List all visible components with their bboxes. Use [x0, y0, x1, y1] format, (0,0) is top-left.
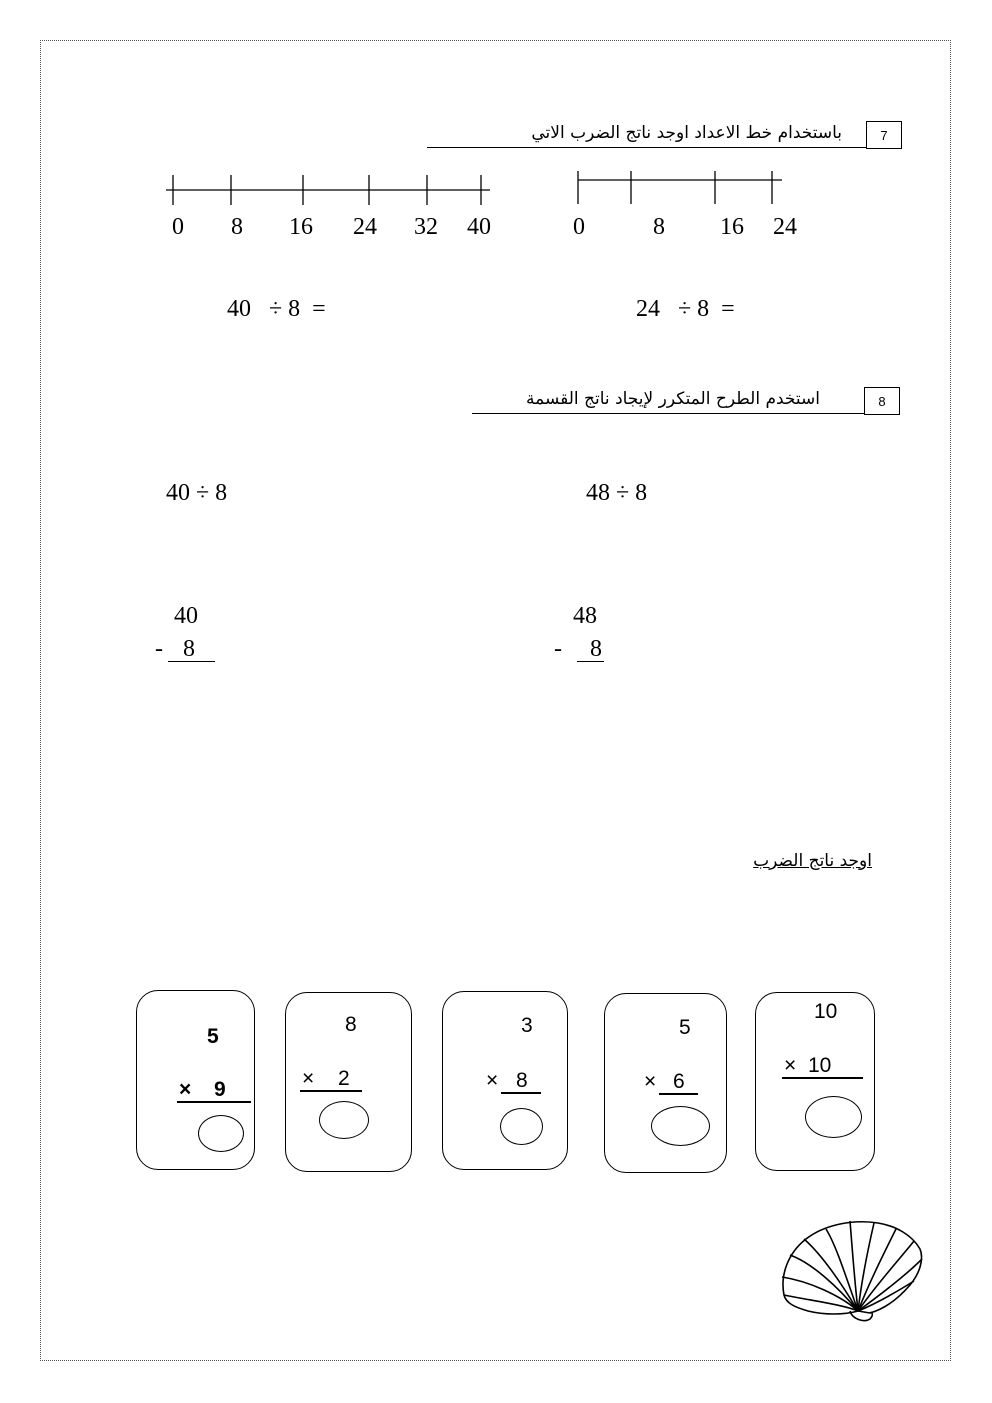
subtraction-left-top: 40: [174, 603, 198, 629]
subtraction-left-line: [168, 661, 215, 662]
question-7-number: 7: [866, 121, 902, 149]
question-8-number: 8: [864, 387, 900, 415]
question-8-instruction: استخدم الطرح المتكرر لإيجاد ناتج القسمة: [526, 389, 820, 409]
card-line: [782, 1077, 863, 1079]
seashell-icon: [774, 1215, 926, 1327]
nl-left-label: 32: [414, 214, 438, 240]
number-line-left: [160, 170, 500, 210]
card-line: [300, 1090, 362, 1092]
card-line: [177, 1101, 251, 1103]
subtraction-right-top: 48: [573, 603, 597, 629]
nl-left-label: 8: [231, 214, 243, 240]
card-bottom: 9: [214, 1078, 226, 1101]
multiply-sign: ×: [486, 1069, 499, 1092]
subtraction-left-sign: -: [155, 636, 163, 662]
answer-oval[interactable]: [500, 1108, 543, 1145]
card-top: 5: [207, 1025, 219, 1048]
nl-right-label: 24: [773, 214, 797, 240]
nl-right-label: 8: [653, 214, 665, 240]
card-top: 10: [814, 1000, 838, 1023]
card-line: [501, 1092, 541, 1094]
card-top: 8: [345, 1013, 357, 1036]
number-line-right: [570, 170, 790, 210]
card-bottom: 8: [516, 1069, 528, 1092]
subtraction-right-line: [577, 661, 604, 662]
division-left: 40 ÷ 8: [166, 480, 228, 506]
product-card: [136, 990, 255, 1170]
card-bottom: 6: [673, 1070, 685, 1093]
multiply-sign: ×: [644, 1070, 657, 1093]
product-card: [604, 993, 727, 1173]
product-card: [285, 992, 412, 1172]
answer-oval[interactable]: [198, 1115, 244, 1152]
question-8-underline: [472, 413, 865, 414]
multiply-sign: ×: [302, 1067, 315, 1090]
division-right: 48 ÷ 8: [586, 480, 648, 506]
nl-right-label: 16: [720, 214, 744, 240]
question-7-underline: [427, 147, 867, 148]
card-bottom: 2: [338, 1067, 350, 1090]
card-line: [659, 1093, 698, 1095]
answer-oval[interactable]: [651, 1106, 710, 1146]
nl-left-label: 16: [289, 214, 313, 240]
nl-left-label: 40: [467, 214, 491, 240]
equation-right: 24 ÷ 8 =: [636, 296, 735, 322]
answer-oval[interactable]: [805, 1096, 862, 1138]
products-title: اوجد ناتج الضرب: [753, 851, 872, 871]
multiply-sign: ×: [179, 1078, 192, 1101]
subtraction-right-sub: 8: [590, 636, 602, 662]
product-card: [755, 992, 875, 1171]
subtraction-right-sign: -: [554, 636, 562, 662]
subtraction-left-sub: 8: [183, 636, 195, 662]
multiply-sign: ×: [784, 1054, 797, 1077]
nl-left-label: 0: [172, 214, 184, 240]
card-top: 3: [521, 1014, 533, 1037]
answer-oval[interactable]: [319, 1101, 369, 1139]
card-top: 5: [679, 1016, 691, 1039]
nl-left-label: 24: [353, 214, 377, 240]
card-bottom: 10: [808, 1054, 832, 1077]
question-7-instruction: باستخدام خط الاعداد اوجد ناتج الضرب الاتي: [531, 123, 842, 143]
product-card: [442, 991, 568, 1170]
equation-left: 40 ÷ 8 =: [227, 296, 326, 322]
nl-right-label: 0: [573, 214, 585, 240]
